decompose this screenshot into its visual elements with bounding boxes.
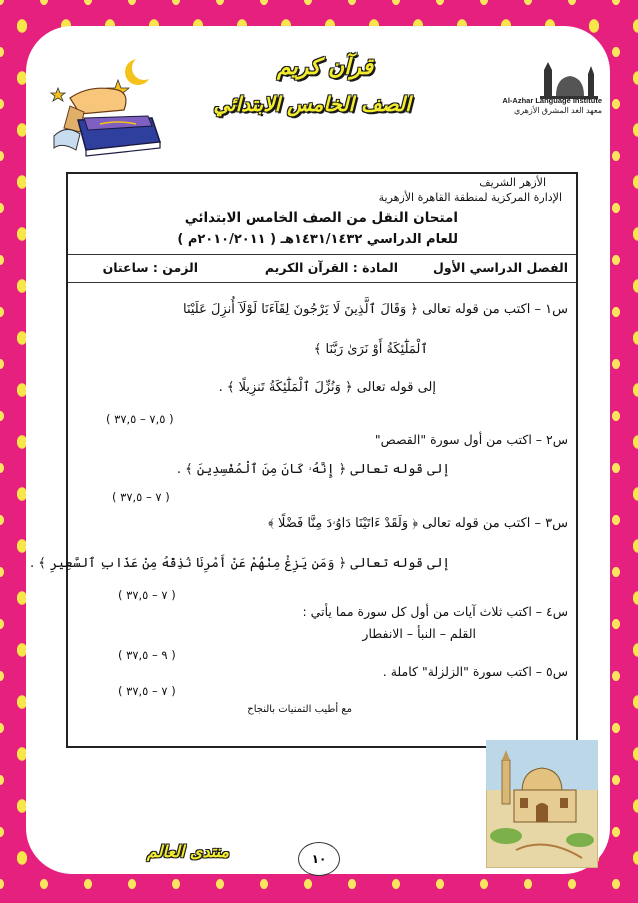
question-2-marks: ( ٧ – ٣٧,٥ ) <box>112 490 170 504</box>
question-4-line-2: القلم – النبأ – الانفطار <box>362 626 476 641</box>
question-1-line-2: ٱلْمَلَٰٓئِكَةُ أَوْ نَرَىٰ رَبَّنَا ﴾ <box>313 342 428 357</box>
page-number: ١٠ <box>298 842 340 876</box>
question-3-marks: ( ٧ – ٣٧,٥ ) <box>118 588 176 602</box>
mosque-clipart <box>486 740 598 868</box>
question-2-line-1: س٢ – اكتب من أول سورة "القصص" <box>374 432 568 447</box>
question-1-marks: ( ٧,٥ – ٣٧,٥ ) <box>106 412 174 426</box>
grade-subtitle: الصف الخامس الابتدائي <box>213 92 411 116</box>
org-line-2: الإدارة المركزية لمنطقة القاهرة الأزهرية <box>378 191 562 204</box>
header-rule-bottom <box>68 282 576 283</box>
org-line-1: الأزهر الشريف <box>479 176 546 189</box>
time-label: الزمن : ساعتان <box>102 260 198 275</box>
question-3-line-2: إلى قوله تعالى ﴿ وَمَن يَزِغْ مِنْهُمْ عَنْ أَمْرِنَا نُذِقْهُ مِنْ عَذَابِ ٱلسَّعِيرِ ﴾ . <box>30 556 450 571</box>
question-2-line-2: إلى قوله تعالى ﴿ إِنَّهُۥ كَانَ مِنَ ٱلْمُفْسِدِينَ ﴾ . <box>176 462 450 477</box>
question-4-marks: ( ٩ – ٣٧,٥ ) <box>118 648 176 662</box>
exam-sheet <box>30 172 578 748</box>
question-1-line-1: س١ – اكتب من قوله تعالى ﴿ وَقَالَ ٱلَّذِينَ لَا يَرْجُونَ لِقَآءَنَا لَوْلَآ أُنزِلَ عَلَيْنَا <box>183 302 568 317</box>
closing-wish: مع أطيب التمنيات بالنجاح <box>247 704 352 715</box>
question-1-line-3: إلى قوله تعالى ﴿ وَنُزِّلَ ٱلْمَلَٰٓئِكَةُ تَنزِيلًا ﴾ . <box>218 380 436 395</box>
exam-title: امتحان النقل من الصف الخامس الابتدائي <box>184 210 458 226</box>
question-5-line-1: س٥ – اكتب سورة "الزلزلة" كاملة . <box>382 664 568 679</box>
subject-label: المادة : القرآن الكريم <box>264 260 398 275</box>
question-5-marks: ( ٧ – ٣٧,٥ ) <box>118 684 176 698</box>
term-label: الفصل الدراسي الأول <box>433 260 568 275</box>
page-title: قرآن كريم <box>277 54 373 80</box>
institute-name-en: Al-Azhar Language Institute <box>502 96 602 105</box>
header-rule-top <box>68 254 576 255</box>
academic-year: للعام الدراسي ١٤٣١/١٤٣٢هـ ( ٢٠١٠/٢٠١١م ) <box>177 232 458 247</box>
question-4-line-1: س٤ – اكتب ثلاث آيات من أول كل سورة مما يأتي : <box>302 604 568 619</box>
quran-book-clipart <box>40 58 170 162</box>
question-3-line-1: س٣ – اكتب من قوله تعالى ﴿ وَلَقَدْ ءَاتَيْنَا دَاوُۥدَ مِنَّا فَضْلًا ﴾ <box>268 516 568 531</box>
forum-signature: منتدى العالم <box>146 842 230 861</box>
institute-name-ar: معهد الغد المشرق الأزهري <box>513 106 602 115</box>
